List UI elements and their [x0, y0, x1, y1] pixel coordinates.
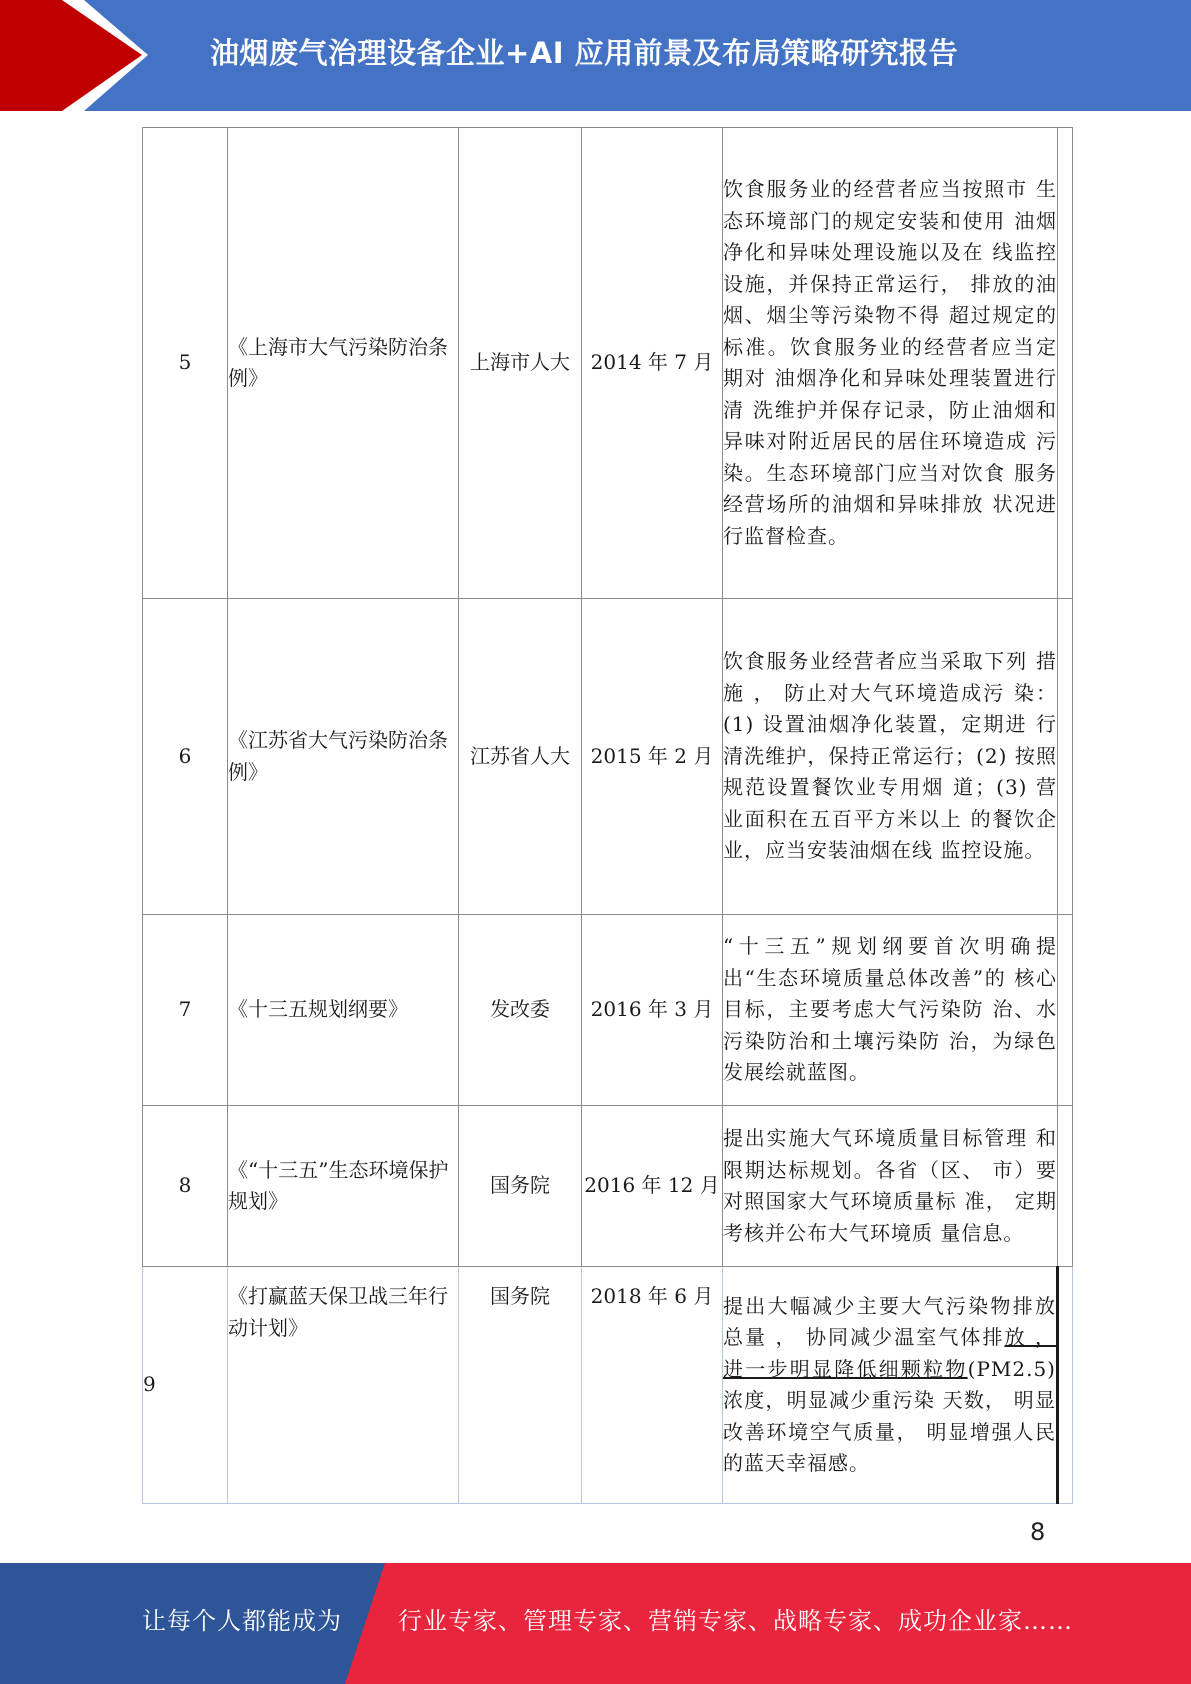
policy-content-underlined: 放 ，进一步明显降低细颗粒物 [723, 1325, 1057, 1381]
policy-name: 《打赢蓝天保卫战三年行动计划》 [228, 1267, 459, 1504]
issuing-body: 国务院 [459, 1267, 582, 1504]
policy-table [142, 127, 1073, 1504]
row-number: 6 [143, 599, 228, 915]
table-edge-cell [1058, 915, 1073, 1106]
footer-slogan-right: 行业专家、管理专家、营销专家、战略专家、成功企业家…… [398, 1607, 1073, 1635]
policy-table-container [142, 127, 1068, 1504]
header-arrow-decoration [0, 0, 160, 111]
table-row [143, 1106, 1073, 1267]
policy-content [723, 1267, 1058, 1504]
issue-date: 2016 年 3 月 [582, 915, 723, 1106]
policy-name: 《“十三五”生态环境保护规划》 [228, 1106, 459, 1267]
page-number: 8 [1030, 1518, 1046, 1546]
page-header [0, 0, 1191, 111]
table-row [143, 599, 1073, 915]
policy-name: 《十三五规划纲要》 [228, 915, 459, 1106]
footer-slogan-left: 让每个人都能成为 [142, 1607, 342, 1635]
policy-name: 《上海市大气污染防治条例》 [228, 128, 459, 599]
policy-content: 饮食服务业的经营者应当按照市 生态环境部门的规定安装和使用 油烟净化和异味处理设施以及在 线监控设施，并保持正常运行， 排放的油烟、烟尘等污染物不得 超过规定的标准。饮食服务业的经营者应当定期对 油烟净化和异味处理装置进行清 洗维护并保存记录，防止油烟和 异味对附近居民的居住环境造成 污染。生态环境部门应当对饮食 服务经营场所的油烟和异味排放 状况进行监督检查。 [723, 128, 1058, 599]
page-footer [0, 1563, 1191, 1684]
issue-date: 2016 年 12 月 [582, 1106, 723, 1267]
issue-date: 2018 年 6 月 [582, 1267, 723, 1504]
issuing-body: 发改委 [459, 915, 582, 1106]
table-edge-cell [1058, 1106, 1073, 1267]
issue-date: 2015 年 2 月 [582, 599, 723, 915]
policy-content-part: 提出大幅减少主要大气污染物排放总量 ， 协同减少温室气体排 [723, 1293, 1056, 1349]
issuing-body: 上海市人大 [459, 128, 582, 599]
policy-content-part: (PM2.5) 浓度，明显减少重污染 天数， 明显改善环境空气质量， 明显增强人民的蓝天幸福感。 [723, 1356, 1056, 1475]
table-edge-cell [1058, 599, 1073, 915]
issuing-body: 江苏省人大 [459, 599, 582, 915]
row-number: 9 [143, 1267, 228, 1504]
row-number: 8 [143, 1106, 228, 1267]
row-number: 7 [143, 915, 228, 1106]
issue-date: 2014 年 7 月 [582, 128, 723, 599]
policy-name: 《江苏省大气污染防治条例》 [228, 599, 459, 915]
policy-content: 饮食服务业经营者应当采取下列 措施 ， 防止对大气环境造成污 染：(1) 设置油烟净化装置，定期进 行清洗维护，保持正常运行；(2) 按照规范设置餐饮业专用烟 道；(3) 营业面积在五百平方米以上 的餐饮企业，应当安装油烟在线 监控设施。 [723, 599, 1058, 915]
policy-content: “十三五”规划纲要首次明确提 出“生态环境质量总体改善”的 核心目标，主要考虑大气污染防 治、水污染防治和土壤污染防 治，为绿色发展绘就蓝图。 [723, 915, 1058, 1106]
table-row [143, 128, 1073, 599]
table-row [143, 915, 1073, 1106]
table-row [143, 1267, 1073, 1504]
report-title: 油烟废气治理设备企业+AI 应用前景及布局策略研究报告 [210, 36, 959, 70]
policy-content: 提出实施大气环境质量目标管理 和限期达标规划。各省（区、 市）要对照国家大气环境质量标 准， 定期考核并公布大气环境质 量信息。 [723, 1106, 1058, 1267]
issuing-body: 国务院 [459, 1106, 582, 1267]
row-number: 5 [143, 128, 228, 599]
table-edge-cell [1058, 128, 1073, 599]
table-edge-cell [1058, 1267, 1073, 1504]
